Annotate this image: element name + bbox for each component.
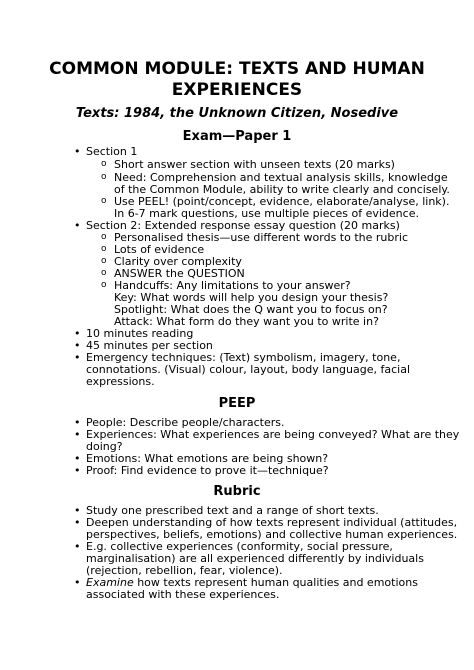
sub-bullet-icon: o [101, 256, 107, 266]
rubric-line: E.g. collective experiences (conformity, social pressure, [86, 540, 393, 553]
sub-bullet-icon: o [101, 159, 107, 169]
exam-line: Use PEEL! (point/concept, evidence, elaborate/analyse, link). [114, 195, 450, 208]
rubric-line: Study one prescribed text and a range of short texts. [86, 504, 379, 517]
bullet-icon: • [74, 576, 81, 589]
sub-bullet-icon: o [101, 268, 107, 278]
bullet-icon: • [74, 428, 81, 441]
exam-line: In 6-7 mark questions, use multiple pieces of evidence. [114, 207, 419, 220]
peep-heading: PEEP [218, 396, 256, 411]
bullet-icon: • [74, 339, 81, 352]
exam-line: 10 minutes reading [86, 327, 194, 340]
peep-line: People: Describe people/characters. [86, 416, 285, 429]
exam-line: 45 minutes per section [86, 339, 213, 352]
sub-bullet-icon: o [101, 196, 107, 206]
exam-line: Handcuffs: Any limitations to your answer? [114, 279, 351, 292]
bullet-icon: • [74, 416, 81, 429]
rubric-line: associated with these experiences. [86, 588, 280, 601]
bullet-icon: • [74, 219, 81, 232]
exam-line: Clarity over complexity [114, 255, 242, 268]
rubric-line-rest: how texts represent human qualities and emotions [133, 576, 418, 589]
exam-line: Section 2: Extended response essay question (20 marks) [86, 219, 400, 232]
exam-line: Need: Comprehension and textual analysis skills, knowledge [114, 171, 448, 184]
bullet-icon: • [74, 351, 81, 364]
exam-line: ANSWER the QUESTION [114, 267, 245, 280]
rubric-line: perspectives, beliefs, emotions) and collective human experiences. [86, 528, 458, 541]
peep-line: doing? [86, 440, 123, 453]
exam-line: Lots of evidence [114, 243, 205, 256]
peep-line: Experiences: What experiences are being conveyed? What are they [86, 428, 460, 441]
sub-bullet-icon: o [101, 244, 107, 254]
exam-line: expressions. [86, 375, 155, 388]
examine-emphasis: Examine [86, 576, 134, 589]
document-title-line-1: COMMON MODULE: TEXTS AND HUMAN [49, 59, 425, 79]
exam-line: Key: What words will help you design your thesis? [114, 291, 389, 304]
exam-heading: Exam—Paper 1 [182, 129, 292, 144]
sub-bullet-icon: o [101, 232, 107, 242]
sub-bullet-icon: o [101, 172, 107, 182]
rubric-line: marginalisation) are all experienced differently by individuals [86, 552, 424, 565]
texts-subtitle: Texts: 1984, the Unknown Citizen, Nosedive [75, 106, 399, 121]
exam-line: Short answer section with unseen texts (20 marks) [114, 158, 395, 171]
bullet-icon: • [74, 540, 81, 553]
bullet-icon: • [74, 452, 81, 465]
exam-line: Personalised thesis—use different words to the rubric [114, 231, 409, 244]
peep-line: Emotions: What emotions are being shown? [86, 452, 329, 465]
exam-line: Attack: What form do they want you to write in? [114, 315, 379, 328]
bullet-icon: • [74, 504, 81, 517]
rubric-line: (rejection, rebellion, fear, violence). [86, 564, 283, 577]
exam-line: Spotlight: What does the Q want you to focus on? [114, 303, 388, 316]
rubric-heading: Rubric [213, 484, 261, 499]
rubric-line: Deepen understanding of how texts represent individual (attitudes, [86, 516, 458, 529]
exam-line: connotations. (Visual) colour, layout, body language, facial [86, 363, 411, 376]
exam-line: of the Common Module, ability to write clearly and concisely. [114, 183, 450, 196]
exam-line: Emergency techniques: (Text) symbolism, imagery, tone, [86, 351, 401, 364]
exam-line: Section 1 [86, 145, 138, 158]
bullet-icon: • [74, 327, 81, 340]
sub-bullet-icon: o [101, 280, 107, 290]
bullet-icon: • [74, 516, 81, 529]
document-title-line-2: EXPERIENCES [171, 80, 303, 100]
bullet-icon: • [74, 464, 81, 477]
peep-line: Proof: Find evidence to prove it—technique? [86, 464, 329, 477]
bullet-icon: • [74, 145, 81, 158]
